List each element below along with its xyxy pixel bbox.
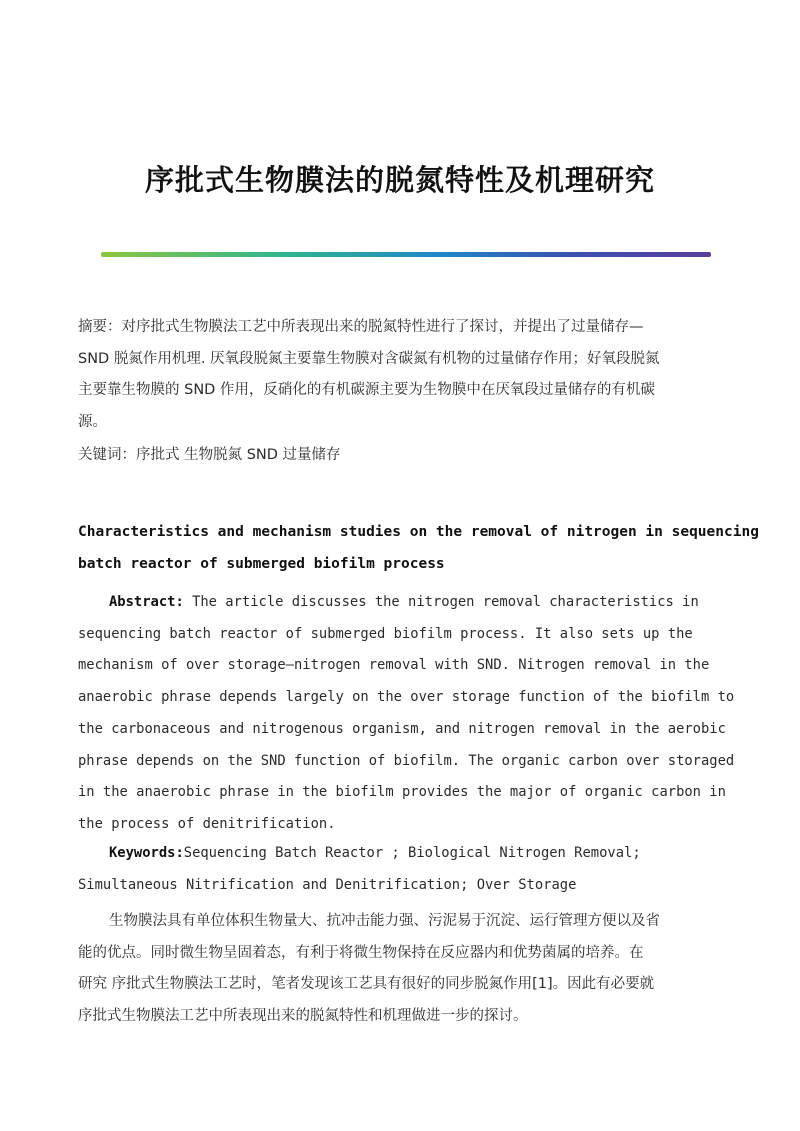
abstract-en-line (78, 587, 718, 619)
abstract-en-line: in the anaerobic phrase in the biofilm provides the major of organic carbon in (78, 784, 726, 801)
abstract-en-line: phrase depends on the SND function of biofilm. The organic carbon over storaged (78, 752, 735, 769)
keywords-english (78, 838, 718, 901)
keywords-en-line (78, 838, 718, 870)
abstract-en-label: Abstract: (109, 594, 184, 610)
body-line: 能的优点。同时微生物呈固着态，有利于将微生物保持在反应器内和优势菌属的培养。在 (78, 944, 644, 961)
abstract-en-line: sequencing batch reactor of submerged biofilm process. It also sets up the (78, 625, 693, 642)
abstract-cn-label: 摘要： (78, 319, 122, 335)
body-line (78, 906, 718, 938)
abstract-en-line: anaerobic phrase depends largely on the over storage function of the biofilm to (78, 689, 735, 706)
abstract-en-line: the process of denitrification. (78, 815, 336, 832)
keywords-cn-line (78, 441, 718, 469)
keywords-en-line: Simultaneous Nitrification and Denitrification; Over Storage (78, 876, 577, 893)
abstract-cn-line: 源。 (78, 413, 107, 430)
body-paragraph (78, 906, 718, 1033)
abstract-cn-line: 主要靠生物膜的 SND 作用，反硝化的有机碳源主要为生物膜中在厌氧段过量储存的有机碳 (78, 382, 655, 398)
abstract-cn-line (78, 312, 718, 344)
english-title-line: Characteristics and mechanism studies on the removal of nitrogen in sequencing (78, 524, 759, 540)
gradient-divider (101, 252, 711, 257)
body-text: 生物膜法具有单位体积生物量大、抗冲击能力强、污泥易于沉淀、运行管理方便以及省 (109, 913, 660, 929)
keywords-cn-label: 关键词： (78, 447, 136, 463)
abstract-en-line: the carbonaceous and nitrogenous organism, and nitrogen removal in the aerobic (78, 720, 726, 737)
english-title-line: batch reactor of submerged biofilm process (78, 555, 445, 572)
abstract-en-text: The article discusses the nitrogen removal characteristics in (183, 594, 699, 610)
abstract-english (78, 587, 735, 841)
abstract-en-line: mechanism of over storage—nitrogen removal with SND. Nitrogen removal in the (78, 657, 710, 674)
keywords-en-label: Keywords: (109, 845, 184, 861)
english-title (78, 517, 759, 580)
abstract-cn-line: SND 脱氮作用机理. 厌氧段脱氮主要靠生物膜对含碳氮有机物的过量储存作用；好氧段脱氮 (78, 350, 660, 367)
keywords-chinese (78, 441, 718, 469)
abstract-chinese (78, 312, 718, 438)
body-line: 序批式生物膜法工艺中所表现出来的脱氮特性和机理做进一步的探讨。 (78, 1008, 528, 1025)
body-line: 研究 序批式生物膜法工艺时，笔者发现该工艺具有很好的同步脱氮作用[1]。因此有必要就 (78, 976, 655, 993)
keywords-en-text: Sequencing Batch Reactor ; Biological Nitrogen Removal; (183, 845, 641, 861)
keywords-cn-text: 序批式 生物脱氮 SND 过量储存 (136, 447, 341, 463)
abstract-cn-text: 对序批式生物膜法工艺中所表现出来的脱氮特性进行了探讨，并提出了过量储存— (121, 319, 644, 335)
page-title: 序批式生物膜法的脱氮特性及机理研究 (144, 163, 655, 197)
